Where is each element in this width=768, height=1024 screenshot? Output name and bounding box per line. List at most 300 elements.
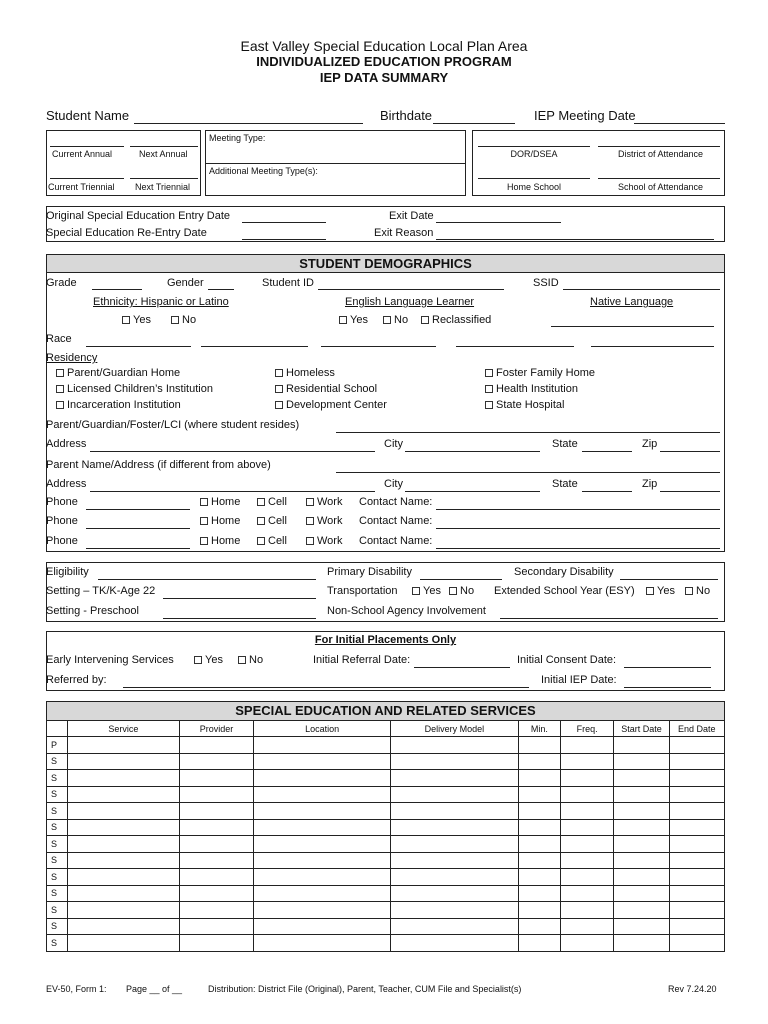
contact3-field[interactable] <box>436 548 720 549</box>
residency-option-label: Incarceration Institution <box>67 399 181 411</box>
service-cell[interactable] <box>254 803 391 820</box>
checkbox-icon <box>421 316 429 324</box>
setting-tk-label: Setting – TK/K-Age 22 <box>46 585 156 597</box>
service-cell[interactable] <box>614 737 669 754</box>
no-label: No <box>696 585 711 597</box>
iep-meeting-date-label: IEP Meeting Date <box>534 108 636 123</box>
state2-label: State <box>552 478 578 490</box>
service-cell[interactable] <box>68 737 180 754</box>
residency-licensed-institution[interactable] <box>56 383 213 396</box>
dor-dsea-field[interactable] <box>478 146 590 147</box>
checkbox-icon <box>275 369 283 377</box>
service-cell[interactable] <box>669 852 724 869</box>
checkbox-icon <box>122 316 130 324</box>
service-cell[interactable] <box>179 852 253 869</box>
checkbox-icon <box>56 401 64 409</box>
service-cell[interactable] <box>669 770 724 787</box>
home-label: Home <box>211 515 241 527</box>
service-row-type: S <box>47 935 68 952</box>
referred-by-label: Referred by: <box>46 674 107 686</box>
service-cell[interactable] <box>391 885 519 902</box>
service-row <box>47 918 725 935</box>
initial-referral-field[interactable] <box>414 667 510 668</box>
additional-meeting-type-label[interactable]: Additional Meeting Type(s): <box>209 166 318 176</box>
birthdate-field[interactable] <box>433 123 515 124</box>
service-row <box>47 753 725 770</box>
primary-disability-label: Primary Disability <box>327 566 412 578</box>
phone2-cell-option[interactable] <box>257 515 287 528</box>
service-row-type: S <box>47 885 68 902</box>
service-cell[interactable] <box>669 819 724 836</box>
service-cell[interactable] <box>518 737 560 754</box>
service-cell[interactable] <box>391 786 519 803</box>
service-cell[interactable] <box>254 869 391 886</box>
service-cell[interactable] <box>560 753 613 770</box>
service-cell[interactable] <box>614 770 669 787</box>
service-cell[interactable] <box>391 819 519 836</box>
service-cell[interactable] <box>518 852 560 869</box>
setting-tk-field[interactable] <box>163 598 316 599</box>
contact1-label: Contact Name: <box>359 496 433 508</box>
ethnicity-no-label: No <box>182 314 197 326</box>
service-cell[interactable] <box>669 753 724 770</box>
service-cell[interactable] <box>68 869 180 886</box>
race-field-1[interactable] <box>86 346 191 347</box>
contact2-label: Contact Name: <box>359 515 433 527</box>
service-cell[interactable] <box>254 753 391 770</box>
eligibility-label: Eligibility <box>46 566 89 578</box>
row-type-header <box>47 721 68 737</box>
ell-no-label: No <box>394 314 409 326</box>
gender-label: Gender <box>167 277 204 289</box>
service-cell[interactable] <box>518 869 560 886</box>
initial-referral-label: Initial Referral Date: <box>313 654 411 666</box>
checkbox-icon <box>449 587 457 595</box>
ell-yes-option[interactable] <box>339 314 368 327</box>
service-cell[interactable] <box>669 902 724 919</box>
service-cell[interactable] <box>254 935 391 952</box>
checkbox-icon <box>200 517 208 525</box>
service-cell[interactable] <box>669 918 724 935</box>
footer-page: Page __ of __ <box>126 984 183 994</box>
home-label: Home <box>211 496 241 508</box>
parent-name-address-field[interactable] <box>336 472 720 473</box>
service-cell[interactable] <box>560 885 613 902</box>
yes-label: Yes <box>423 585 441 597</box>
service-cell[interactable] <box>560 935 613 952</box>
residency-foster-home[interactable] <box>485 367 595 380</box>
race-field-5[interactable] <box>591 346 714 347</box>
service-cell[interactable] <box>254 836 391 853</box>
service-cell[interactable] <box>391 902 519 919</box>
form-subtitle: IEP DATA SUMMARY <box>319 70 449 85</box>
service-cell[interactable] <box>560 737 613 754</box>
services-header-row <box>47 721 725 737</box>
service-cell[interactable] <box>179 786 253 803</box>
home-school-field[interactable] <box>478 178 590 179</box>
ethnicity-label: Ethnicity: Hispanic or Latino <box>93 296 229 308</box>
service-cell[interactable] <box>391 737 519 754</box>
current-annual-field[interactable] <box>50 146 124 147</box>
student-id-label: Student ID <box>262 277 314 289</box>
eligibility-field[interactable] <box>98 579 316 580</box>
address-field[interactable] <box>90 451 375 452</box>
service-cell[interactable] <box>179 869 253 886</box>
original-entry-label: Original Special Education Entry Date <box>46 210 231 222</box>
initial-iep-label: Initial IEP Date: <box>541 674 617 686</box>
service-row <box>47 885 725 902</box>
service-cell[interactable] <box>560 902 613 919</box>
transportation-yes-option[interactable] <box>412 585 441 598</box>
nonschool-field[interactable] <box>500 618 718 619</box>
cell-label: Cell <box>268 496 287 508</box>
early-intervening-yes-option[interactable] <box>194 654 223 667</box>
residency-homeless[interactable] <box>275 367 335 380</box>
setting-preschool-field[interactable] <box>163 618 316 619</box>
service-cell[interactable] <box>560 770 613 787</box>
service-cell[interactable] <box>518 803 560 820</box>
early-intervening-no-option[interactable] <box>238 654 263 667</box>
residency-option-label: Development Center <box>286 399 387 411</box>
service-row-type: S <box>47 836 68 853</box>
col-location: Location <box>254 721 391 737</box>
checkbox-icon <box>275 385 283 393</box>
service-cell[interactable] <box>669 786 724 803</box>
phone3-cell-option[interactable] <box>257 535 287 548</box>
col-start-date: Start Date <box>614 721 669 737</box>
service-cell[interactable] <box>179 836 253 853</box>
service-cell[interactable] <box>614 885 669 902</box>
service-row-type: S <box>47 753 68 770</box>
race-field-2[interactable] <box>201 346 308 347</box>
initial-iep-field[interactable] <box>624 687 711 688</box>
service-cell[interactable] <box>518 918 560 935</box>
race-field-3[interactable] <box>321 346 436 347</box>
service-cell[interactable] <box>68 935 180 952</box>
native-language-field[interactable] <box>551 326 714 327</box>
residency-residential-school[interactable] <box>275 383 377 396</box>
residency-development-center[interactable] <box>275 399 387 412</box>
contact2-field[interactable] <box>436 528 720 529</box>
service-cell[interactable] <box>518 819 560 836</box>
grade-label: Grade <box>46 277 77 289</box>
checkbox-icon <box>306 498 314 506</box>
ethnicity-yes-label: Yes <box>133 314 151 326</box>
footer-rev: Rev 7.24.20 <box>668 984 717 994</box>
residency-incarceration[interactable] <box>56 399 181 412</box>
service-cell[interactable] <box>518 935 560 952</box>
setting-preschool-label: Setting - Preschool <box>46 605 139 617</box>
residency-option-label: Residential School <box>286 383 378 395</box>
service-cell[interactable] <box>179 935 253 952</box>
service-cell[interactable] <box>614 786 669 803</box>
no-label: No <box>249 654 264 666</box>
checkbox-icon <box>646 587 654 595</box>
service-cell[interactable] <box>560 803 613 820</box>
zip-field[interactable] <box>660 451 720 452</box>
checkbox-icon <box>257 498 265 506</box>
zip2-field[interactable] <box>660 491 720 492</box>
service-row <box>47 786 725 803</box>
service-cell[interactable] <box>391 918 519 935</box>
grade-field[interactable] <box>92 289 142 290</box>
ssid-field[interactable] <box>563 289 720 290</box>
iep-meeting-date-field[interactable] <box>634 123 725 124</box>
ethnicity-no-option[interactable] <box>171 314 196 327</box>
student-name-field[interactable] <box>134 123 363 124</box>
primary-disability-field[interactable] <box>420 579 502 580</box>
service-cell[interactable] <box>518 770 560 787</box>
service-cell[interactable] <box>560 918 613 935</box>
service-cell[interactable] <box>669 836 724 853</box>
service-cell[interactable] <box>254 918 391 935</box>
service-cell[interactable] <box>518 786 560 803</box>
next-annual-label: Next Annual <box>139 149 188 159</box>
service-cell[interactable] <box>391 935 519 952</box>
service-cell[interactable] <box>560 819 613 836</box>
native-language-label: Native Language <box>590 296 674 308</box>
checkbox-icon <box>485 369 493 377</box>
exit-reason-field[interactable] <box>436 239 714 240</box>
service-cell[interactable] <box>614 918 669 935</box>
col-end-date: End Date <box>669 721 724 737</box>
residency-option-label: Foster Family Home <box>496 367 596 379</box>
zip2-label: Zip <box>642 478 658 490</box>
service-cell[interactable] <box>669 885 724 902</box>
phone1-work-option[interactable] <box>306 496 342 509</box>
initial-consent-label: Initial Consent Date: <box>517 654 617 666</box>
reentry-field[interactable] <box>242 239 326 240</box>
school-attendance-field[interactable] <box>598 178 720 179</box>
service-cell[interactable] <box>68 803 180 820</box>
current-triennial-field[interactable] <box>50 178 124 179</box>
service-cell[interactable] <box>614 803 669 820</box>
service-cell[interactable] <box>614 869 669 886</box>
service-cell[interactable] <box>391 753 519 770</box>
phone3-label: Phone <box>46 535 78 547</box>
service-cell[interactable] <box>254 885 391 902</box>
service-cell[interactable] <box>614 902 669 919</box>
residency-option-label: State Hospital <box>496 399 565 411</box>
city-label: City <box>384 438 403 450</box>
service-cell[interactable] <box>254 737 391 754</box>
checkbox-icon <box>306 517 314 525</box>
service-cell[interactable] <box>560 852 613 869</box>
home-label: Home <box>211 535 241 547</box>
service-row-type: S <box>47 786 68 803</box>
next-triennial-label: Next Triennial <box>135 182 191 192</box>
transportation-label: Transportation <box>327 585 398 597</box>
phone3-home-option[interactable] <box>200 535 240 548</box>
service-cell[interactable] <box>518 836 560 853</box>
service-cell[interactable] <box>68 770 180 787</box>
phone2-field[interactable] <box>86 528 190 529</box>
service-cell[interactable] <box>68 902 180 919</box>
current-annual-label: Current Annual <box>52 149 113 159</box>
checkbox-icon <box>383 316 391 324</box>
checkbox-icon <box>238 656 246 664</box>
ssid-label: SSID <box>533 277 559 289</box>
esy-yes-option[interactable] <box>646 585 675 598</box>
service-row-type: S <box>47 852 68 869</box>
city2-label: City <box>384 478 403 490</box>
checkbox-icon <box>685 587 693 595</box>
service-cell[interactable] <box>179 902 253 919</box>
service-row <box>47 819 725 836</box>
service-cell[interactable] <box>669 935 724 952</box>
service-cell[interactable] <box>614 753 669 770</box>
work-label: Work <box>317 515 343 527</box>
contact3-label: Contact Name: <box>359 535 433 547</box>
service-cell[interactable] <box>179 737 253 754</box>
service-cell[interactable] <box>179 918 253 935</box>
service-cell[interactable] <box>68 786 180 803</box>
service-cell[interactable] <box>669 737 724 754</box>
service-row <box>47 737 725 754</box>
yes-label: Yes <box>205 654 223 666</box>
service-cell[interactable] <box>179 885 253 902</box>
phone3-field[interactable] <box>86 548 190 549</box>
service-cell[interactable] <box>614 935 669 952</box>
service-cell[interactable] <box>614 836 669 853</box>
phone1-home-option[interactable] <box>200 496 240 509</box>
phone3-work-option[interactable] <box>306 535 342 548</box>
phone1-cell-option[interactable] <box>257 496 287 509</box>
exit-date-field[interactable] <box>436 222 561 223</box>
reentry-label: Special Education Re-Entry Date <box>46 227 207 239</box>
service-cell[interactable] <box>68 852 180 869</box>
service-cell[interactable] <box>614 852 669 869</box>
race-field-4[interactable] <box>456 346 574 347</box>
state-field[interactable] <box>582 451 632 452</box>
student-name-label: Student Name <box>46 108 130 123</box>
service-cell[interactable] <box>68 819 180 836</box>
service-cell[interactable] <box>518 885 560 902</box>
checkbox-icon <box>339 316 347 324</box>
transportation-no-option[interactable] <box>449 585 474 598</box>
phone2-label: Phone <box>46 515 78 527</box>
col-delivery-model: Delivery Model <box>391 721 519 737</box>
zip-label: Zip <box>642 438 658 450</box>
ethnicity-yes-option[interactable] <box>122 314 151 327</box>
checkbox-icon <box>56 369 64 377</box>
service-cell[interactable] <box>254 786 391 803</box>
service-cell[interactable] <box>669 803 724 820</box>
phone1-field[interactable] <box>86 509 190 510</box>
service-cell[interactable] <box>391 869 519 886</box>
district-attendance-field[interactable] <box>598 146 720 147</box>
service-cell[interactable] <box>518 753 560 770</box>
checkbox-icon <box>275 401 283 409</box>
work-label: Work <box>317 535 343 547</box>
original-entry-field[interactable] <box>242 222 326 223</box>
esy-label: Extended School Year (ESY) <box>494 585 635 597</box>
gender-field[interactable] <box>208 289 234 290</box>
home-school-label: Home School <box>506 182 562 192</box>
city-field[interactable] <box>405 451 540 452</box>
service-cell[interactable] <box>560 869 613 886</box>
residency-state-hospital[interactable] <box>485 399 564 412</box>
service-cell[interactable] <box>560 786 613 803</box>
service-cell[interactable] <box>391 803 519 820</box>
residency-health-institution[interactable] <box>485 383 578 396</box>
col-provider: Provider <box>179 721 253 737</box>
secondary-disability-field[interactable] <box>620 579 718 580</box>
phone2-work-option[interactable] <box>306 515 342 528</box>
address2-field[interactable] <box>90 491 375 492</box>
ell-label: English Language Learner <box>345 296 475 308</box>
state2-field[interactable] <box>582 491 632 492</box>
service-cell[interactable] <box>68 885 180 902</box>
service-cell[interactable] <box>254 770 391 787</box>
meeting-type-divider <box>205 163 466 164</box>
cell-label: Cell <box>268 535 287 547</box>
service-cell[interactable] <box>669 869 724 886</box>
service-cell[interactable] <box>391 836 519 853</box>
next-triennial-field[interactable] <box>130 178 198 179</box>
contact1-field[interactable] <box>436 509 720 510</box>
meeting-type-label[interactable]: Meeting Type: <box>209 133 266 143</box>
phone2-home-option[interactable] <box>200 515 240 528</box>
ell-no-option[interactable] <box>383 314 408 327</box>
service-cell[interactable] <box>254 902 391 919</box>
service-cell[interactable] <box>391 852 519 869</box>
checkbox-icon <box>485 401 493 409</box>
service-row <box>47 869 725 886</box>
ell-reclassified-option[interactable] <box>421 314 491 327</box>
yes-label: Yes <box>657 585 675 597</box>
parent-resides-field[interactable] <box>336 432 720 433</box>
service-cell[interactable] <box>179 819 253 836</box>
service-cell[interactable] <box>254 852 391 869</box>
service-row-type: S <box>47 902 68 919</box>
service-row <box>47 803 725 820</box>
service-cell[interactable] <box>179 753 253 770</box>
address2-label: Address <box>46 478 87 490</box>
service-cell[interactable] <box>518 902 560 919</box>
ell-yes-label: Yes <box>350 314 368 326</box>
referred-by-field[interactable] <box>123 687 529 688</box>
city2-field[interactable] <box>405 491 540 492</box>
student-id-field[interactable] <box>318 289 504 290</box>
col-min: Min. <box>518 721 560 737</box>
service-cell[interactable] <box>614 819 669 836</box>
service-cell[interactable] <box>179 770 253 787</box>
checkbox-icon <box>200 498 208 506</box>
exit-date-label: Exit Date <box>389 210 434 222</box>
initial-consent-field[interactable] <box>624 667 711 668</box>
esy-no-option[interactable] <box>685 585 710 598</box>
initial-placements-heading: For Initial Placements Only <box>314 634 457 646</box>
service-cell[interactable] <box>68 918 180 935</box>
service-cell[interactable] <box>391 770 519 787</box>
service-cell[interactable] <box>179 803 253 820</box>
demographics-heading: STUDENT DEMOGRAPHICS <box>47 255 724 273</box>
race-label: Race <box>46 333 72 345</box>
school-attendance-label: School of Attendance <box>617 182 704 192</box>
service-cell[interactable] <box>254 819 391 836</box>
org-name: East Valley Special Education Local Plan Area <box>240 38 528 54</box>
residency-parent-home[interactable] <box>56 367 180 380</box>
checkbox-icon <box>257 517 265 525</box>
next-annual-field[interactable] <box>130 146 198 147</box>
nonschool-label: Non-School Agency Involvement <box>327 605 486 617</box>
district-attendance-label: District of Attendance <box>617 149 704 159</box>
col-service: Service <box>68 721 180 737</box>
service-cell[interactable] <box>560 836 613 853</box>
service-cell[interactable] <box>68 753 180 770</box>
service-cell[interactable] <box>68 836 180 853</box>
